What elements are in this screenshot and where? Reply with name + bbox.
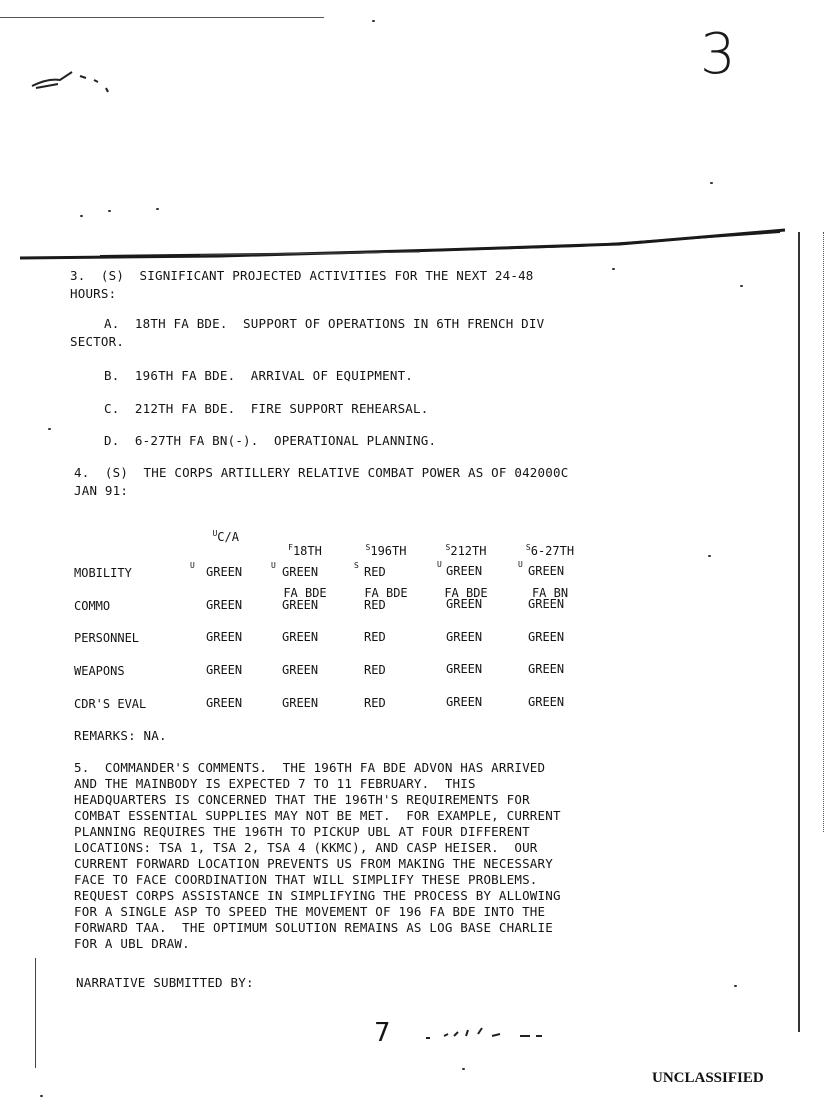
col-header-ca-mark: U	[212, 529, 218, 538]
row-mark-ca	[190, 561, 195, 570]
cell-18th: GREEN	[282, 663, 319, 677]
scan-top-line	[0, 17, 324, 18]
cell-196th: RED	[364, 565, 386, 579]
comment-line: 5. COMMANDER'S COMMENTS. THE 196TH FA BDE ADVON HAS ARRIVED	[74, 760, 546, 775]
cell-196th: RED	[364, 598, 386, 612]
cell-ca: GREEN	[206, 565, 243, 579]
cell-196th: RED	[364, 663, 386, 677]
col-header-196th-mark: S	[365, 543, 371, 552]
cell-212th: GREEN	[446, 597, 483, 611]
cell-18th: GREEN	[282, 565, 319, 579]
cell-6-27th: GREEN	[528, 597, 565, 611]
cell-196th: RED	[364, 696, 386, 710]
narrative-submitted-by: NARRATIVE SUBMITTED BY:	[76, 975, 254, 990]
right-margin-line-inner	[823, 232, 824, 832]
scan-speck	[48, 428, 51, 430]
scan-speck	[740, 285, 743, 287]
cell-212th: GREEN	[446, 662, 483, 676]
row-label: PERSONNEL	[74, 631, 140, 645]
row-label: WEAPONS	[74, 664, 125, 678]
section5-comments	[74, 760, 561, 952]
scan-speck	[710, 182, 713, 184]
col-header-212th-mark: S	[445, 543, 451, 552]
col-header-ca-label: C/A	[217, 530, 239, 544]
comment-line: FACE TO FACE COORDINATION THAT WILL SIMPLIFY THESE PROBLEMS.	[74, 872, 538, 887]
cell-18th: GREEN	[282, 598, 319, 612]
scan-speck	[80, 215, 83, 217]
cell-212th: GREEN	[446, 564, 483, 578]
section3-heading: 3. (S) SIGNIFICANT PROJECTED ACTIVITIES FOR THE NEXT 24-48	[70, 268, 534, 283]
comment-line: CURRENT FORWARD LOCATION PREVENTS US FROM MAKING THE NECESSARY	[74, 856, 553, 871]
row-mark-18th	[271, 561, 276, 570]
col-header-18th-line1: 18TH	[292, 544, 322, 558]
comment-line: PLANNING REQUIRES THE 196TH TO PICKUP UBL AT FOUR DIFFERENT	[74, 824, 530, 839]
page-number: 3	[700, 22, 736, 87]
section3-item-a-cont: SECTOR.	[70, 334, 125, 349]
row-mark-196th	[354, 561, 359, 570]
row-label: COMMO	[74, 599, 111, 613]
cell-ca: GREEN	[206, 696, 243, 710]
col-header-ca	[198, 515, 239, 544]
cell-212th: GREEN	[446, 630, 483, 644]
cell-6-27th: GREEN	[528, 630, 565, 644]
cell-18th: GREEN	[282, 696, 319, 710]
cell-196th: RED	[364, 630, 386, 644]
footer-number: 7	[374, 1018, 391, 1048]
scan-speck	[156, 208, 159, 210]
row-mark-18th-0: U	[271, 561, 276, 570]
scan-speck	[734, 985, 737, 987]
comment-line: FOR A SINGLE ASP TO SPEED THE MOVEMENT OF 196 FA BDE INTO THE	[74, 904, 546, 919]
section4-heading-cont: JAN 91:	[74, 483, 129, 498]
scan-speck	[462, 1068, 465, 1070]
col-header-18th-line2: FA BDE	[283, 586, 327, 600]
scan-speck	[108, 210, 111, 212]
row-mark-212th	[437, 560, 442, 569]
scan-speck	[372, 20, 375, 22]
row-label: CDR'S EVAL	[74, 697, 147, 711]
row-mark-212th-0: U	[437, 560, 442, 569]
section3-item-b: B. 196TH FA BDE. ARRIVAL OF EQUIPMENT.	[104, 368, 414, 383]
comment-line: AND THE MAINBODY IS EXPECTED 7 TO 11 FEBRUARY. THIS	[74, 776, 476, 791]
classification-label: UNCLASSIFIED	[652, 1070, 764, 1086]
comment-line: LOCATIONS: TSA 1, TSA 2, TSA 4 (KKMC), AND CASP HEISER. OUR	[74, 840, 538, 855]
col-header-196th-line2: FA BDE	[364, 586, 408, 600]
section3-item-c: C. 212TH FA BDE. FIRE SUPPORT REHEARSAL.	[104, 401, 429, 416]
scan-speck	[612, 268, 615, 270]
col-header-212th-line1: 212TH	[450, 544, 487, 558]
right-margin-line	[798, 232, 800, 1032]
section3-item-a: A. 18TH FA BDE. SUPPORT OF OPERATIONS IN 6TH FRENCH DIV	[104, 316, 545, 331]
row-mark-ca-0: U	[190, 561, 195, 570]
cell-6-27th: GREEN	[528, 564, 565, 578]
cell-6-27th: GREEN	[528, 695, 565, 709]
col-header-6-27th-line1: 6-27TH	[530, 544, 575, 558]
row-mark-6-27th	[518, 560, 523, 569]
section3-heading-cont: HOURS:	[70, 286, 117, 301]
col-header-18th-mark: F	[288, 543, 293, 552]
cell-212th: GREEN	[446, 695, 483, 709]
comment-line: FOR A UBL DRAW.	[74, 936, 190, 951]
comment-line: HEADQUARTERS IS CONCERNED THAT THE 196TH'S REQUIREMENTS FOR	[74, 792, 530, 807]
col-header-196th	[348, 515, 424, 614]
section3-item-d: D. 6-27TH FA BN(-). OPERATIONAL PLANNING.	[104, 433, 437, 448]
comment-line: REQUEST CORPS ASSISTANCE IN SIMPLIFYING THE PROCESS BY ALLOWING	[74, 888, 561, 903]
remarks: REMARKS: NA.	[74, 728, 167, 743]
section4-heading: 4. (S) THE CORPS ARTILLERY RELATIVE COMBAT POWER AS OF 042000C	[74, 465, 569, 480]
row-mark-6-27th-0: U	[518, 560, 523, 569]
cell-6-27th: GREEN	[528, 662, 565, 676]
scribble-mark	[28, 62, 118, 102]
cell-ca: GREEN	[206, 598, 243, 612]
comment-line: FORWARD TAA. THE OPTIMUM SOLUTION REMAINS AS LOG BASE CHARLIE	[74, 920, 553, 935]
header-separator-bar	[20, 222, 790, 266]
cell-ca: GREEN	[206, 630, 243, 644]
scan-speck	[40, 1095, 43, 1097]
cell-18th: GREEN	[282, 630, 319, 644]
left-margin-mark	[35, 958, 36, 1068]
cell-ca: GREEN	[206, 663, 243, 677]
row-label: MOBILITY	[74, 566, 132, 580]
comment-line: COMBAT ESSENTIAL SUPPLIES MAY NOT BE MET. FOR EXAMPLE, CURRENT	[74, 808, 561, 823]
col-header-6-27th-line2: FA BN	[531, 586, 569, 600]
footer-scribble	[420, 1022, 550, 1046]
col-header-212th-line2: FA BDE	[444, 586, 488, 600]
col-header-196th-line1: 196TH	[370, 544, 407, 558]
scan-speck	[708, 555, 711, 557]
row-mark-196th-0: S	[354, 561, 359, 570]
col-header-6-27th-mark: S	[525, 543, 531, 552]
